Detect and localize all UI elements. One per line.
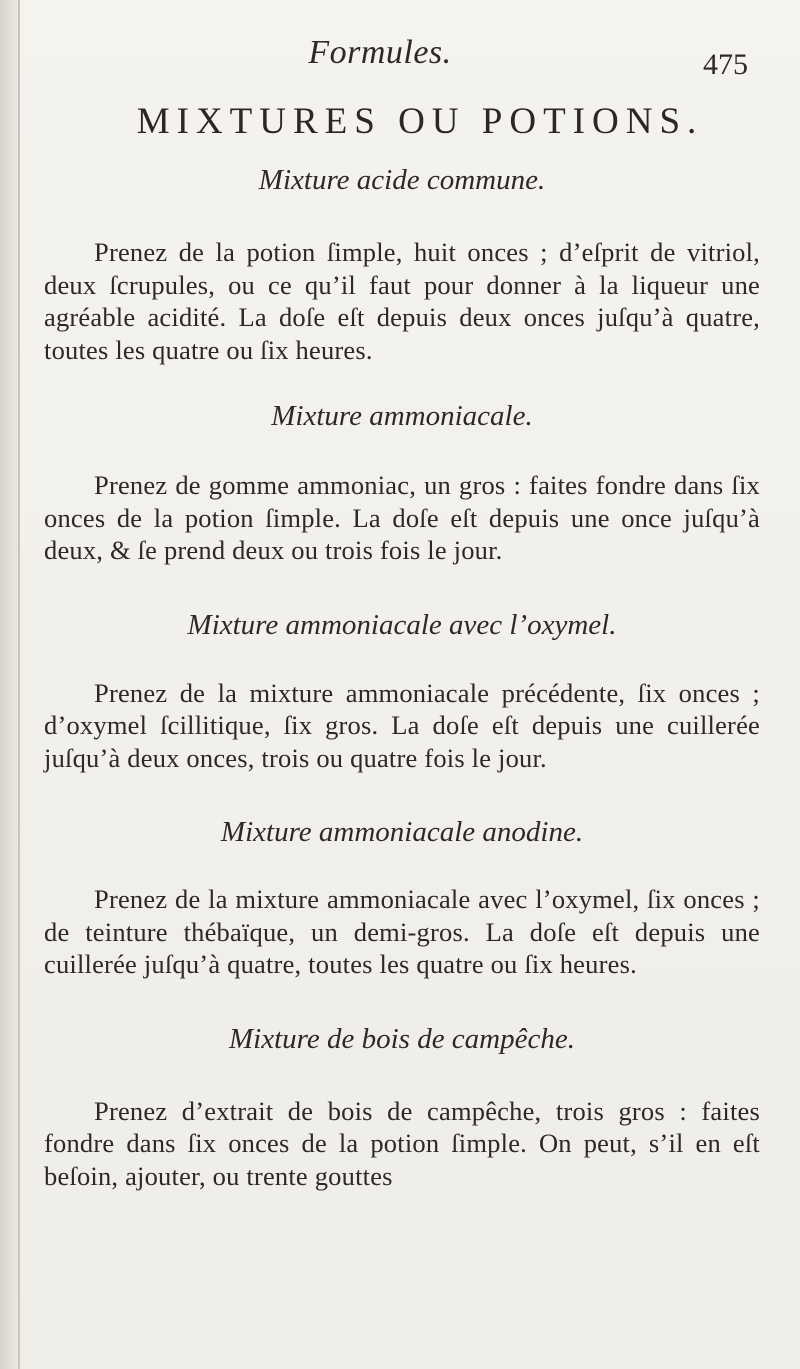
recipe-heading: Mixture ammoniacale anodine. [220, 816, 584, 848]
running-title: Formules. [308, 34, 452, 71]
section-title: MIXTURES OU POTIONS. [136, 101, 704, 142]
page-gutter [0, 0, 20, 1369]
recipe-heading: Mixture acide commune. [258, 164, 546, 196]
recipe-heading: Mixture de bois de campêche. [229, 1022, 575, 1055]
recipe-heading: Mixture ammoniacale avec l’oxymel. [187, 608, 617, 641]
recipe-heading: Mixture ammoniacale. [271, 400, 533, 432]
page-number: 475 [703, 48, 748, 81]
running-header [0, 34, 800, 94]
recipe-text: Prenez de la mixture ammoniacale avec l’oxymel, ſix onces ; de teinture thébaïque, un demi-gros. La doſe eſt depuis une cuillerée juſqu’à quatre, toutes les quatre ou ſix heures. [44, 884, 760, 979]
page-content [44, 158, 760, 1192]
recipe-text: Prenez de gomme ammoniac, un gros : faites fondre dans ſix onces de la potion ſimple. La doſe eſt depuis une once juſqu’à deux, & ſe prend deux ou trois fois le jour. [44, 470, 760, 565]
recipe-text: Prenez d’extrait de bois de campêche, trois gros : faites fondre dans ſix onces de la potion ſimple. On peut, s’il en eſt beſoin, ajouter, ou trente gouttes [44, 1095, 760, 1191]
recipe-text: Prenez de la potion ſimple, huit onces ; d’eſprit de vitriol, deux ſcrupules, ou ce qu’il faut pour donner à la liqueur une agréable acidité. La doſe eſt depuis deux onces juſqu’à quatre, toutes les quatre ou ſix heures. [44, 237, 760, 365]
recipe-text: Prenez de la mixture ammoniacale précédente, ſix onces ; d’oxymel ſcillitique, ſix gros. La doſe eſt depuis une cuillerée juſqu’à deux onces, trois ou quatre fois le jour. [44, 677, 760, 773]
